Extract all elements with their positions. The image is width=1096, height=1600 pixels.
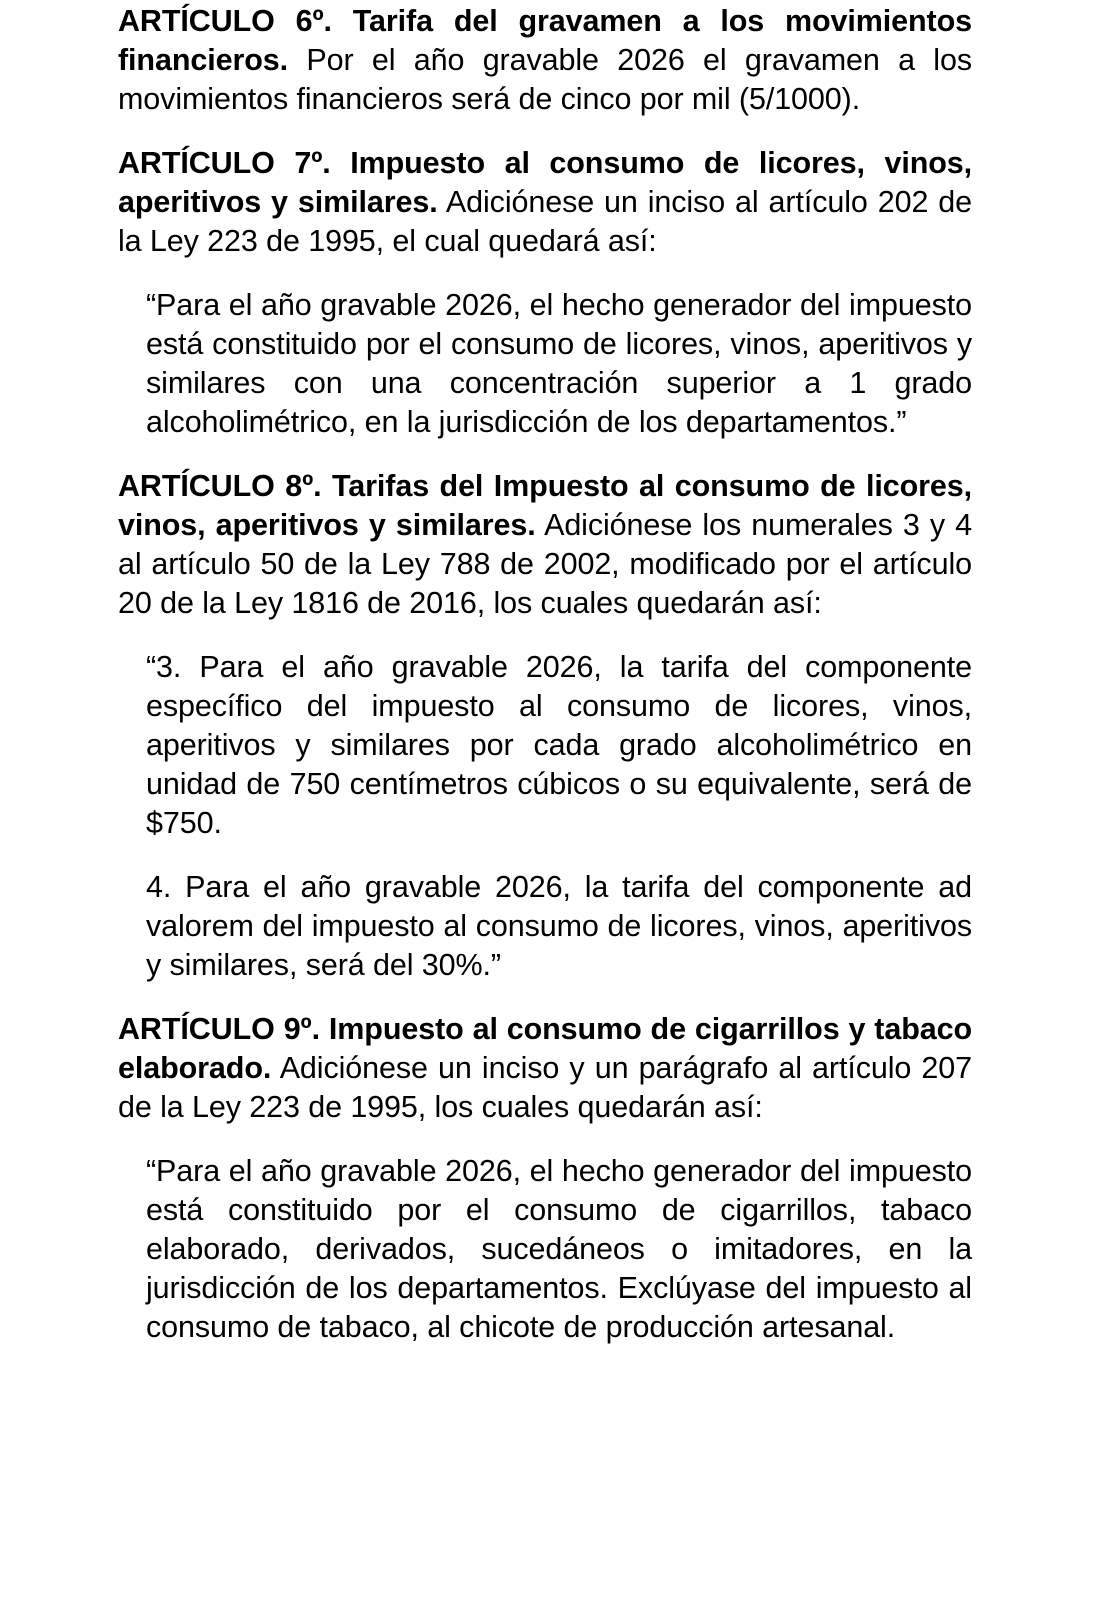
- article-text-7: Adiciónese un inciso al artículo 202 de la Ley 223 de 1995, el cual quedará así:: [118, 185, 972, 258]
- article-text-9: Adiciónese un inciso y un parágrafo al artículo 207 de la Ley 223 de 1995, los cuales quedarán así:: [118, 1051, 972, 1124]
- quoted-text-articulo-7: “Para el año gravable 2026, el hecho generador del impuesto está constituido por el consumo de licores, vinos, aperitivos y similares con una concentración superior a 1 grado alcoholimétrico, en la jurisdicción de los departamentos.”: [146, 288, 972, 439]
- document-body: [118, 0, 972, 1347]
- quoted-text-articulo-9: “Para el año gravable 2026, el hecho generador del impuesto está constituido por el consumo de cigarrillos, tabaco elaborado, derivados, sucedáneos o imitadores, en la jurisdicción de los departamentos. Exclúyase del impuesto al consumo de tabaco, al chicote de producción artesanal.: [146, 1154, 972, 1344]
- quoted-text-numeral-3: “3. Para el año gravable 2026, la tarifa del componente específico del impuesto al consumo de licores, vinos, aperitivos y similares por cada grado alcoholimétrico en unidad de 750 centímetros cúbicos o su equivalente, será de $750.: [146, 650, 972, 840]
- quoted-numeral-4: [146, 868, 972, 985]
- quoted-numeral-3: [146, 648, 972, 843]
- article-text-8: Adiciónese los numerales 3 y 4 al artículo 50 de la Ley 788 de 2002, modificado por el artículo 20 de la Ley 1816 de 2016, los cuales quedarán así:: [118, 508, 973, 620]
- article-text-6: Por el año gravable 2026 el gravamen a los movimientos financieros será de cinco por mil (5/1000).: [118, 43, 972, 116]
- paragraph-articulo-9: [118, 1010, 972, 1127]
- article-heading-8: ARTÍCULO 8º. Tarifas del Impuesto al consumo de licores, vinos, aperitivos y similares.: [118, 469, 972, 542]
- article-heading-7: ARTÍCULO 7º. Impuesto al consumo de licores, vinos, aperitivos y similares.: [118, 146, 972, 219]
- article-heading-6: ARTÍCULO 6º. Tarifa del gravamen a los movimientos financieros.: [118, 4, 972, 77]
- article-heading-9: ARTÍCULO 9º. Impuesto al consumo de cigarrillos y tabaco elaborado.: [118, 1012, 972, 1085]
- quoted-inciso-articulo-7: [146, 286, 972, 442]
- quoted-inciso-articulo-9: [146, 1152, 972, 1347]
- paragraph-articulo-8: [118, 467, 972, 623]
- paragraph-articulo-6: [118, 2, 972, 119]
- quoted-text-numeral-4: 4. Para el año gravable 2026, la tarifa del componente ad valorem del impuesto al consumo de licores, vinos, aperitivos y similares, será del 30%.”: [146, 870, 972, 982]
- paragraph-articulo-7: [118, 144, 972, 261]
